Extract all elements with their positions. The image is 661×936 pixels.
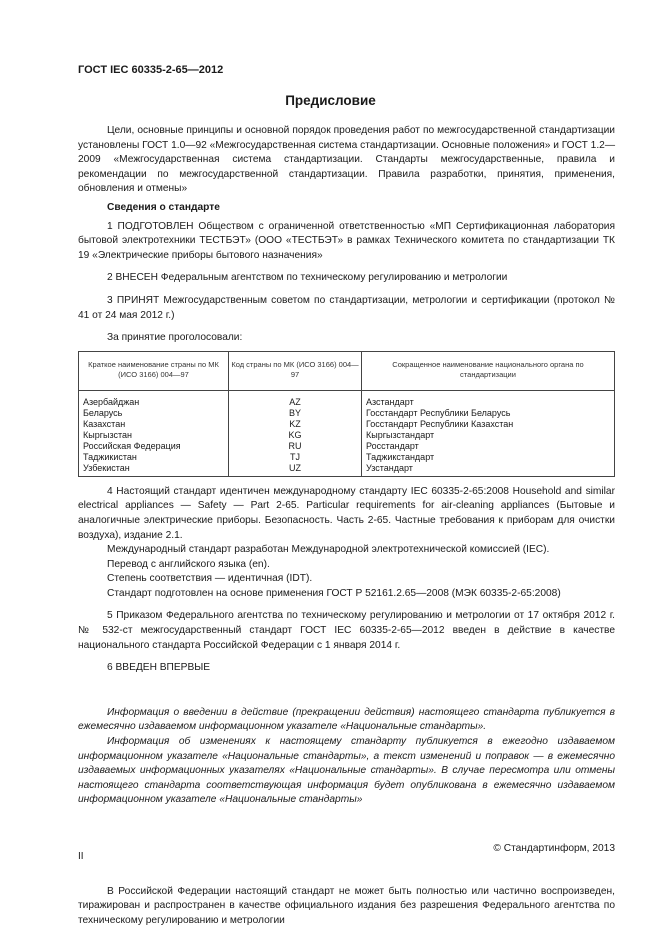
document-body xyxy=(78,124,615,928)
item-4-line: Стандарт подготовлен на основе применения ГОСТ Р 52161.2.65—2008 (МЭК 60335-2-65:2008) xyxy=(107,587,561,599)
country-code-cell: RU xyxy=(229,441,362,452)
copyright-line: © Стандартинформ, 2013 xyxy=(493,843,615,854)
country-name-cell: Кыргызстан xyxy=(79,430,229,441)
info-note-paragraph: Информация об изменениях к настоящему стандарту публикуется в ежегодно издаваемом информационном указателе «Национальные стандарты», а текст изменений и поправок — в ежемесячно издаваемых информационных указателях «Национальные стандарты». В случае пересмотра или отмены настоящего стандарта соответствующая информация будет опубликована в ежемесячно издаваемом информационном указателе «Национальные стандарты» xyxy=(78,736,615,806)
national-body-cell: Госстандарт Республики Беларусь xyxy=(362,408,615,419)
country-code-cell: UZ xyxy=(229,463,362,477)
table-row xyxy=(79,463,615,477)
table-header-row xyxy=(79,351,615,390)
country-name-cell: Российская Федерация xyxy=(79,441,229,452)
table-row xyxy=(79,419,615,430)
country-name-cell: Узбекистан xyxy=(79,463,229,477)
country-name-cell: Азербайджан xyxy=(79,390,229,408)
intro-paragraph: Цели, основные принципы и основной порядок проведения работ по межгосударственной стандартизации установлены ГОСТ 1.0—92 «Межгосударственная система стандартизации. Основные положения» и ГОСТ 1.2—2009 «Межгосударственная система стандартизации. Стандарты межгосударственные, правила и рекомендации по межгосударственной стандартизации. Правила разработки, принятия, применения, обновления и отмены» xyxy=(78,125,616,195)
country-name-cell: Таджикистан xyxy=(79,452,229,463)
national-body-cell: Госстандарт Республики Казахстан xyxy=(362,419,615,430)
page-number: II xyxy=(78,851,84,862)
item-4-paragraph: 4 Настоящий стандарт идентичен международному стандарту IEC 60335-2-65:2008 Household and similar electrical appliances — Safety — Part 2-65. Particular requirements for air-cleaning appliances (Бытовые и аналогичные электрические приборы. Безопасность. Часть 2-65. Частные требования к приборам для очистки воздуха), издание 2.1. xyxy=(78,485,615,541)
national-body-cell: Кыргызстандарт xyxy=(362,430,615,441)
national-body-cell: Азстандарт xyxy=(362,390,615,408)
national-body-cell: Таджикстандарт xyxy=(362,452,615,463)
table-row xyxy=(79,452,615,463)
country-code-cell: BY xyxy=(229,408,362,419)
item-4-line: Международный стандарт разработан Международной электротехнической комиссией (IEC). xyxy=(107,544,550,556)
voting-table xyxy=(78,351,615,477)
item-3-paragraph: 3 ПРИНЯТ Межгосударственным советом по стандартизации, метрологии и сертификации (протокол № 41 от 24 мая 2012 г.) xyxy=(78,294,615,321)
country-code-cell: TJ xyxy=(229,452,362,463)
table-row xyxy=(79,408,615,419)
table-row xyxy=(79,390,615,408)
item-1-paragraph: 1 ПОДГОТОВЛЕН Обществом с ограниченной ответственностью «МП Сертификационная лаборатория бытовой электротехники ТЕСТБЭТ» (ООО «ТЕСТБЭТ» в рамках Технического комитета по стандартизации ТК 19 «Электрические приборы бытового назначения» xyxy=(78,220,615,261)
table-header-cell: Сокращенное наименование национального органа по стандартизации xyxy=(362,351,615,390)
document-id-header: ГОСТ IEC 60335-2-65—2012 xyxy=(78,64,224,76)
country-name-cell: Казахстан xyxy=(79,419,229,430)
table-header-cell: Код страны по МК (ИСО 3166) 004—97 xyxy=(229,351,362,390)
item-2-paragraph: 2 ВНЕСЕН Федеральным агентством по техническому регулированию и метрологии xyxy=(107,272,508,284)
section-heading: Сведения о стандарте xyxy=(107,201,220,213)
table-row xyxy=(79,430,615,441)
voted-label: За принятие проголосовали: xyxy=(107,332,243,344)
country-code-cell: KG xyxy=(229,430,362,441)
page-title: Предисловие xyxy=(285,93,376,108)
info-note-paragraph: Информация о введении в действие (прекращении действия) настоящего стандарта публикуется в ежемесячно издаваемом информационном указателе «Национальные стандарты». xyxy=(78,706,615,733)
table-row xyxy=(79,441,615,452)
item-4-line: Перевод с английского языка (en). xyxy=(107,558,270,570)
item-6-paragraph: 6 ВВЕДЕН ВПЕРВЫЕ xyxy=(107,662,211,674)
country-name-cell: Беларусь xyxy=(79,408,229,419)
item-4-line: Степень соответствия — идентичная (IDT). xyxy=(107,573,313,585)
country-code-cell: KZ xyxy=(229,419,362,430)
item-5-paragraph: 5 Приказом Федерального агентства по техническому регулированию и метрологии от 17 октября 2012 г. № 532-ст межгосударственный стандарт ГОСТ IEC 60335-2-65—2012 введен в действие в качестве национального стандарта Российской Федерации с 1 января 2014 г. xyxy=(78,610,615,651)
table-header-cell: Краткое наименование страны по МК (ИСО 3166) 004—97 xyxy=(79,351,229,390)
national-body-cell: Узстандарт xyxy=(362,463,615,477)
legal-notice: В Российской Федерации настоящий стандарт не может быть полностью или частично воспроизведен, тиражирован и распространен в качестве официального издания без разрешения Федерального агентства по техническому регулированию и метрологии xyxy=(78,885,615,926)
national-body-cell: Росстандарт xyxy=(362,441,615,452)
country-code-cell: AZ xyxy=(229,390,362,408)
